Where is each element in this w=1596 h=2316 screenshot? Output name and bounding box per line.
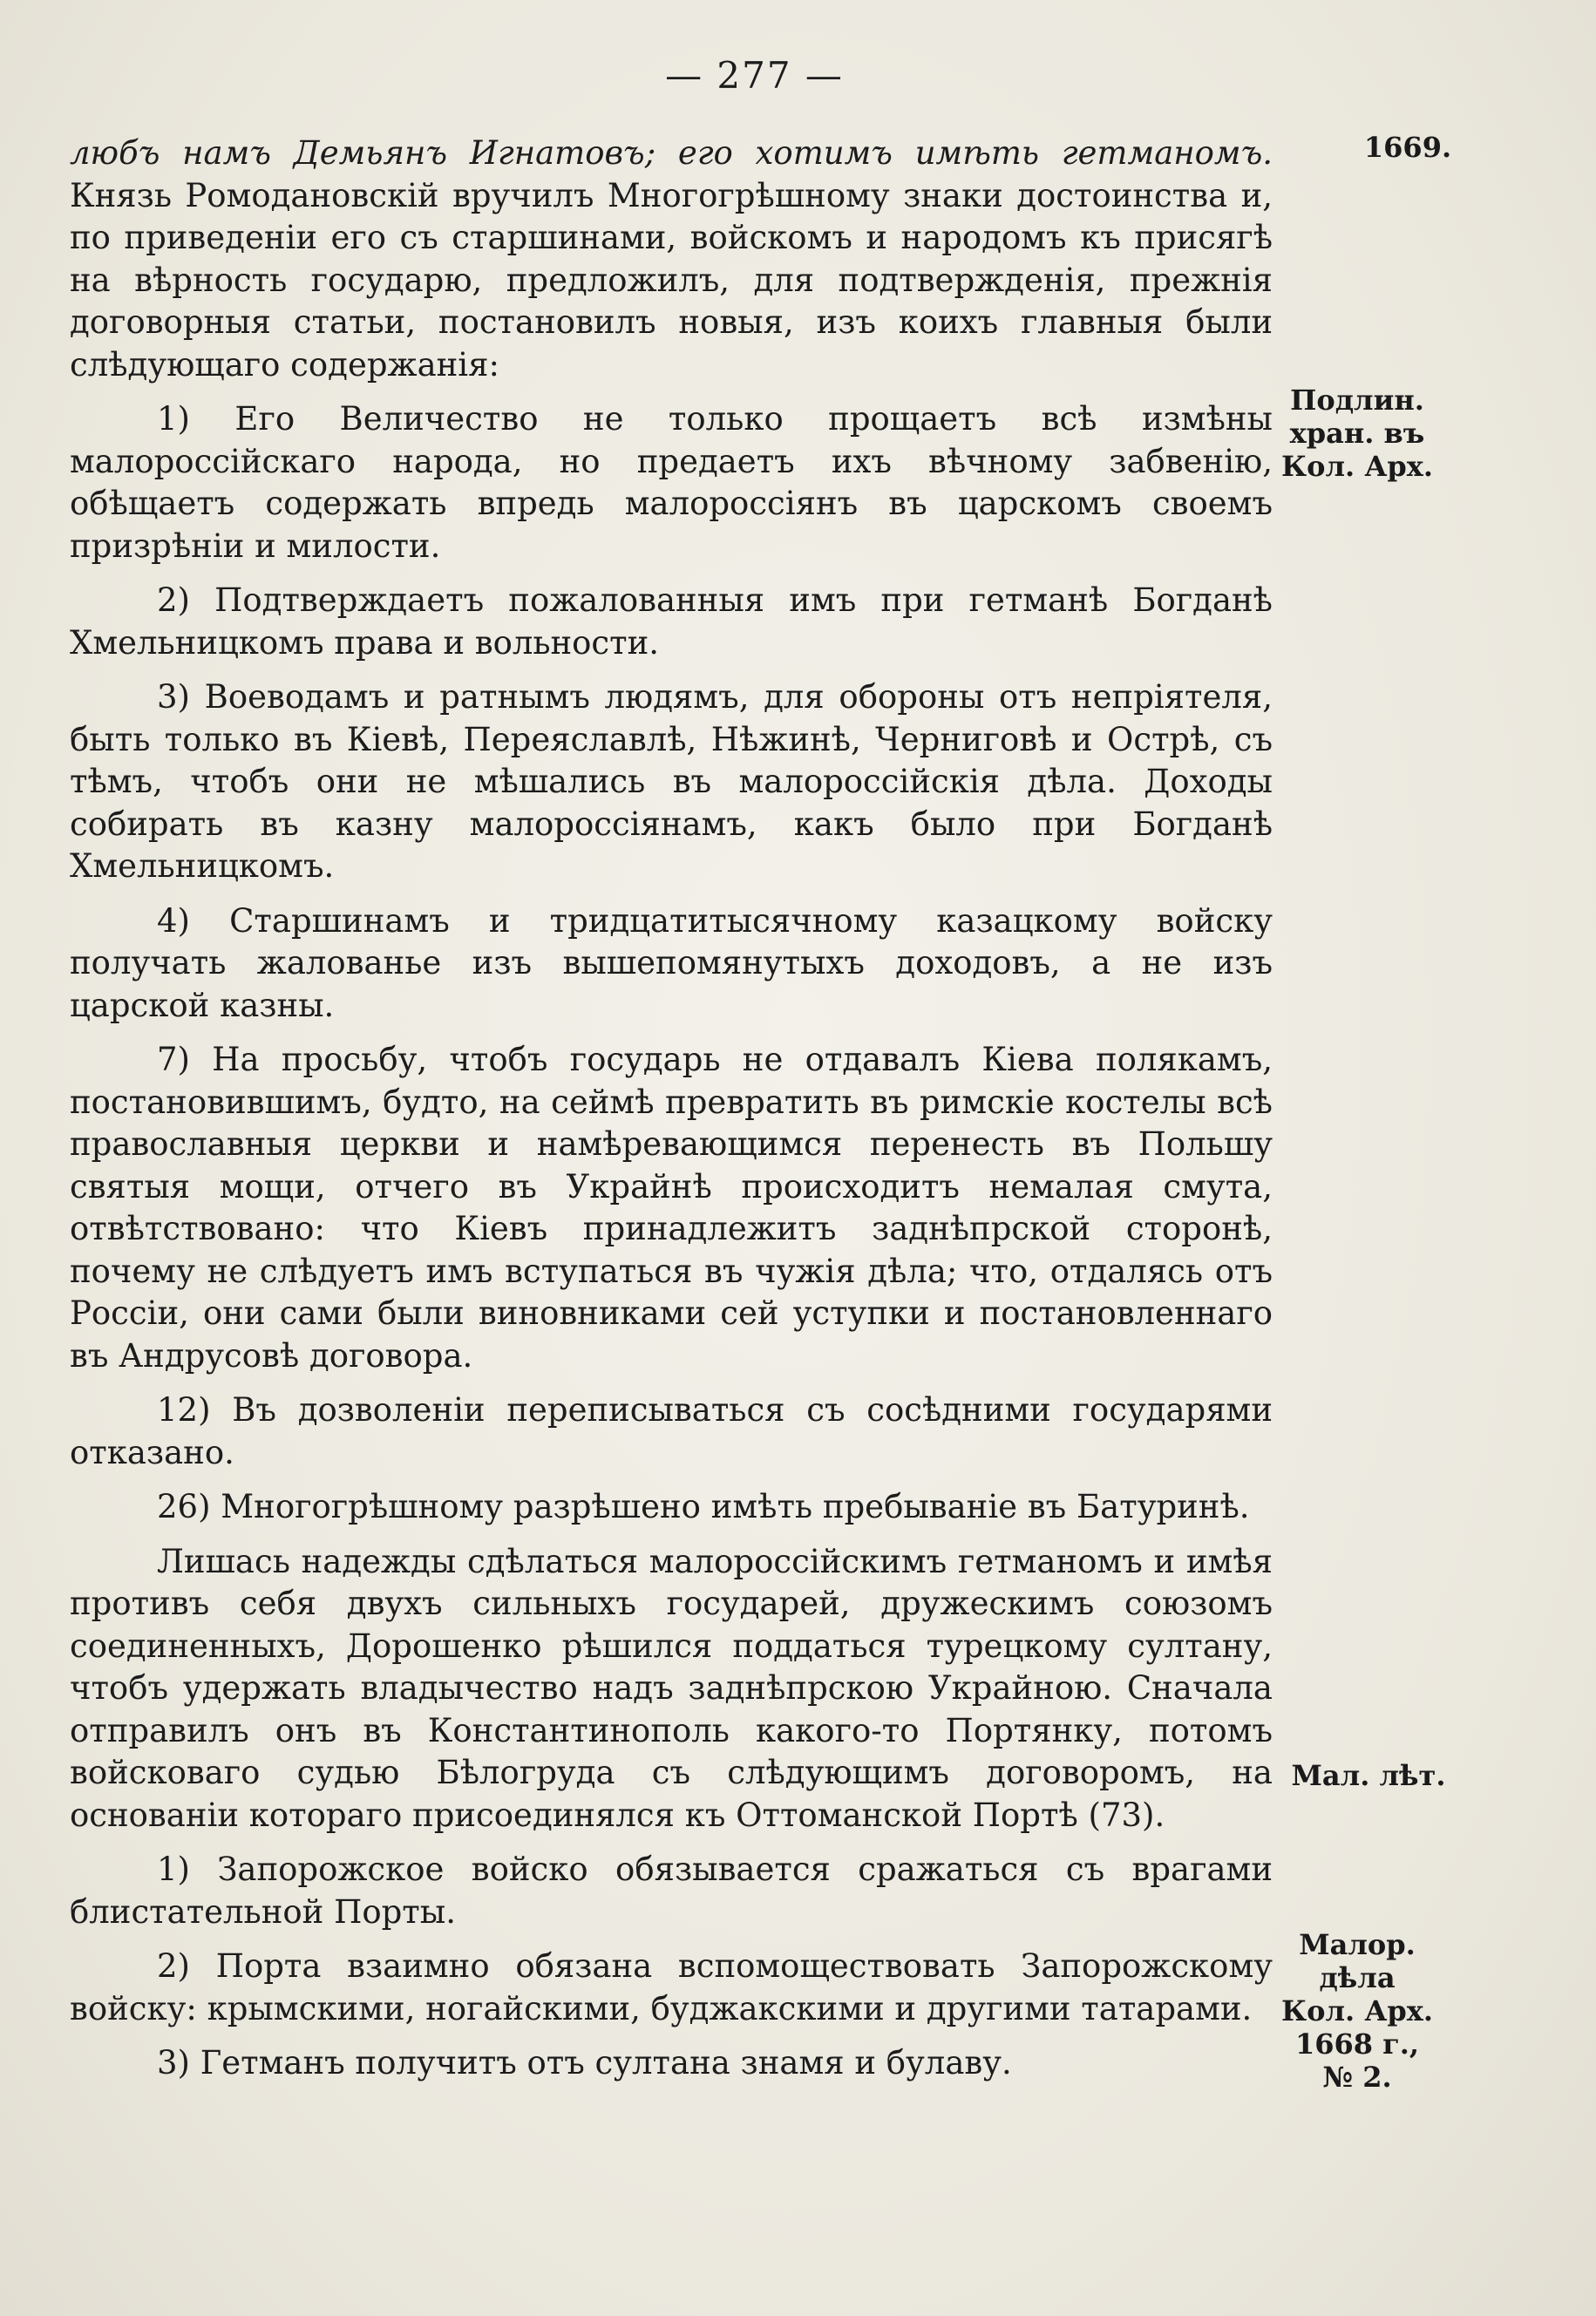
- margin-note-line: Малор.: [1299, 1928, 1416, 1961]
- paragraph-1-rest: Князь Ромодановскій вручилъ Многогрѣшному знаки достоинства и, по приведеніи его съ старшинами, войскомъ и народомъ къ присягѣ на вѣрность государю, предложилъ, для подтвержденія, прежнія договорныя статьи, постановилъ новыя, изъ коихъ главныя были слѣдующаго содержанія:: [70, 176, 1273, 384]
- paragraph-7: 12) Въ дозволеніи переписываться съ сосѣдними государями отказано.: [70, 1391, 1273, 1471]
- page-number: — 277 —: [665, 54, 844, 97]
- margin-note-line: Подлин.: [1290, 384, 1424, 417]
- paragraph-6: 7) На просьбу, чтобъ государь не отдавалъ Кіева полякамъ, постановившимъ, будто, на сеймѣ превратить въ римскіе костелы всѣ православныя церкви и намѣревающимся перенесть въ Польшу святыя мощи, отчего въ Украйнѣ происходитъ немалая смута, отвѣтствовано: что Кіевъ принадлежитъ заднѣпрской сторонѣ, почему не слѣдуетъ имъ вступаться въ чужія дѣла; что, отдалясь отъ Россіи, они сами были виновниками сей уступки и постановленнаго въ Андрусовѣ договора.: [70, 1041, 1273, 1375]
- paragraph-2: 1) Его Величество не только прощаетъ всѣ измѣны малороссійскаго народа, но предаетъ ихъ вѣчному забвенію, обѣщаетъ содержать впредь малороссіянъ въ царскомъ своемъ призрѣніи и милости.: [70, 400, 1273, 565]
- margin-note-source-2: Мал. лѣт.: [1291, 1759, 1446, 1792]
- margin-note-line: хран. въ: [1289, 417, 1425, 450]
- margin-note-source-3: [1274, 1928, 1440, 2094]
- margin-note-line: Кол. Арх.: [1281, 450, 1433, 483]
- main-text: [70, 132, 1273, 2097]
- margin-note-line: 1668 г.,: [1294, 2027, 1420, 2061]
- paragraph-11: 2) Порта взаимно обязана вспомоществовать Запорожскому войску: крымскими, ногайскими, буджакскими и другими татарами.: [70, 1947, 1273, 2027]
- margin-note-year: 1669.: [1363, 131, 1452, 164]
- paragraph-5: 4) Старшинамъ и тридцатитысячному казацкому войску получать жалованье изъ вышепомянутыхъ доходовъ, а не изъ царской казны.: [70, 901, 1273, 1024]
- paragraph-12: 3) Гетманъ получитъ отъ султана знамя и булаву.: [157, 2044, 1012, 2082]
- paragraph-4: 3) Воеводамъ и ратнымъ людямъ, для обороны отъ непріятеля, быть только въ Кіевѣ, Переяславлѣ, Нѣжинѣ, Черниговѣ и Острѣ, съ тѣмъ, чтобъ они не мѣшались въ малороссійскія дѣла. Доходы собирать въ казну малороссіянамъ, какъ было при Богданѣ Хмельницкомъ.: [70, 678, 1273, 885]
- margin-note-line: Кол. Арх.: [1281, 1994, 1433, 2027]
- italic-quote: любъ намъ Демьянъ Игнатовъ; его хотимъ имѣть гетманомъ.: [70, 134, 1273, 172]
- paragraph-8: 26) Многогрѣшному разрѣшено имѣть пребываніе въ Батуринѣ.: [157, 1488, 1250, 1525]
- paragraph-1: [70, 132, 1273, 386]
- margin-note-source-1: [1274, 384, 1440, 483]
- margin-note-line: дѣла: [1319, 1961, 1396, 1994]
- paragraph-9: Лишась надежды сдѣлаться малороссійскимъ гетманомъ и имѣя противъ себя двухъ сильныхъ государей, дружескимъ союзомъ соединенныхъ, Дорошенко рѣшился поддаться турецкому султану, чтобъ удержать владычество надъ заднѣпрскою Украйною. Сначала отправилъ онъ въ Константинополь какого-то Портянку, потомъ войсковаго судью Бѣлогруда съ слѣдующимъ договоромъ, на основаніи котораго присоединялся къ Оттоманской Портѣ (73).: [70, 1542, 1273, 1834]
- margin-note-line: № 2.: [1322, 2061, 1392, 2094]
- paragraph-10: 1) Запорожское войско обязывается сражаться съ врагами блистательной Порты.: [70, 1851, 1273, 1931]
- paragraph-3: 2) Подтверждаетъ пожалованныя имъ при гетманѣ Богданѣ Хмельницкомъ права и вольности.: [70, 581, 1273, 662]
